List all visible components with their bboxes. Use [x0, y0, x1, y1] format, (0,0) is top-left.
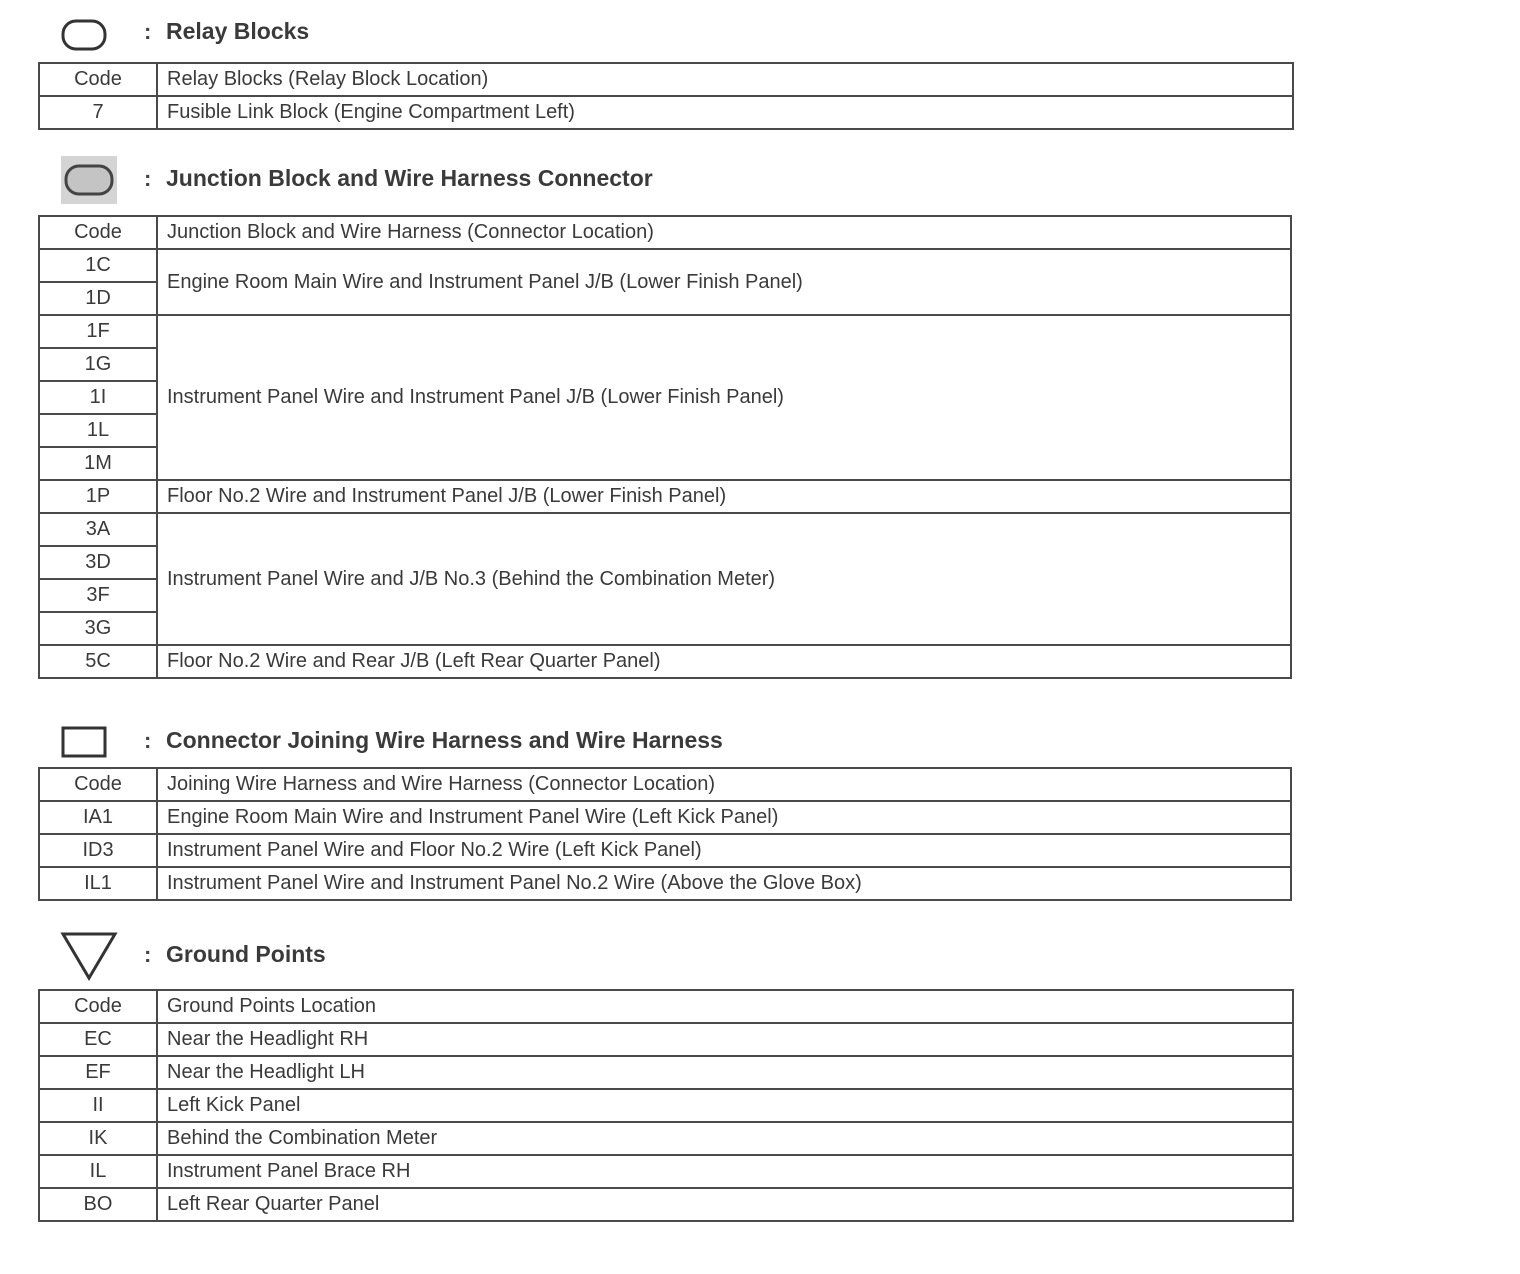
location-header: Ground Points Location: [157, 990, 1293, 1023]
rounded-rectangle-icon: [60, 16, 110, 56]
code-header: Code: [39, 768, 157, 801]
location-cell: Instrument Panel Wire and Floor No.2 Wire (Left Kick Panel): [157, 834, 1291, 867]
code-header: Code: [39, 63, 157, 96]
junction-block-table: [38, 215, 1292, 679]
table-row: [39, 1188, 1293, 1221]
code-cell: 1L: [39, 414, 157, 447]
colon: :: [144, 942, 152, 967]
code-cell: 1D: [39, 282, 157, 315]
colon: :: [144, 166, 152, 191]
table-row: [39, 1155, 1293, 1188]
code-cell: 1G: [39, 348, 157, 381]
code-cell: 1C: [39, 249, 157, 282]
table-header-row: [39, 768, 1291, 801]
location-cell: Left Rear Quarter Panel: [157, 1188, 1293, 1221]
table-row: [39, 96, 1293, 129]
table-row: [39, 867, 1291, 900]
shaded-rounded-rectangle-icon: [60, 155, 118, 205]
code-cell: 1F: [39, 315, 157, 348]
table-row: [39, 1056, 1293, 1089]
code-cell: 1M: [39, 447, 157, 480]
location-cell: Instrument Panel Wire and Instrument Panel No.2 Wire (Above the Glove Box): [157, 867, 1291, 900]
code-header: Code: [39, 216, 157, 249]
location-cell: Left Kick Panel: [157, 1089, 1293, 1122]
rectangle-icon: [60, 720, 110, 764]
location-cell: Instrument Panel Wire and Instrument Panel J/B (Lower Finish Panel): [157, 315, 1291, 480]
location-header: Relay Blocks (Relay Block Location): [157, 63, 1293, 96]
location-cell: Engine Room Main Wire and Instrument Panel J/B (Lower Finish Panel): [157, 249, 1291, 315]
code-cell: 5C: [39, 645, 157, 678]
table-row: [39, 1122, 1293, 1155]
location-cell: Near the Headlight RH: [157, 1023, 1293, 1056]
table-row: [39, 1089, 1293, 1122]
code-header: Code: [39, 990, 157, 1023]
code-cell: IL: [39, 1155, 157, 1188]
table-row: [39, 834, 1291, 867]
code-cell: 3F: [39, 579, 157, 612]
table-header-row: [39, 216, 1291, 249]
table-row: [39, 645, 1291, 678]
relay-blocks-title: Relay Blocks: [166, 18, 310, 44]
code-cell: ID3: [39, 834, 157, 867]
code-cell: IK: [39, 1122, 157, 1155]
code-cell: BO: [39, 1188, 157, 1221]
location-cell: Floor No.2 Wire and Instrument Panel J/B (Lower Finish Panel): [157, 480, 1291, 513]
table-row: [39, 249, 1291, 282]
table-header-row: [39, 990, 1293, 1023]
location-header: Junction Block and Wire Harness (Connector Location): [157, 216, 1291, 249]
code-cell: EF: [39, 1056, 157, 1089]
code-cell: EC: [39, 1023, 157, 1056]
code-cell: IL1: [39, 867, 157, 900]
table-row: [39, 513, 1291, 546]
code-cell: 7: [39, 96, 157, 129]
location-cell: Instrument Panel Brace RH: [157, 1155, 1293, 1188]
connector-joining-title: Connector Joining Wire Harness and Wire Harness: [166, 727, 723, 753]
code-cell: 1P: [39, 480, 157, 513]
table-row: [39, 315, 1291, 348]
code-cell: II: [39, 1089, 157, 1122]
ground-points-table: [38, 989, 1294, 1222]
connector-joining-table: [38, 767, 1292, 901]
location-cell: Fusible Link Block (Engine Compartment Left): [157, 96, 1293, 129]
relay-blocks-table: [38, 62, 1294, 130]
location-cell: Near the Headlight LH: [157, 1056, 1293, 1089]
downward-triangle-icon: [60, 928, 120, 982]
location-cell: Behind the Combination Meter: [157, 1122, 1293, 1155]
code-cell: 1I: [39, 381, 157, 414]
location-cell: Engine Room Main Wire and Instrument Panel Wire (Left Kick Panel): [157, 801, 1291, 834]
ground-points-title: Ground Points: [166, 941, 326, 967]
code-cell: 3A: [39, 513, 157, 546]
code-cell: 3G: [39, 612, 157, 645]
table-header-row: [39, 63, 1293, 96]
junction-block-title: Junction Block and Wire Harness Connector: [166, 165, 653, 191]
location-header: Joining Wire Harness and Wire Harness (Connector Location): [157, 768, 1291, 801]
table-row: [39, 801, 1291, 834]
location-cell: Instrument Panel Wire and J/B No.3 (Behind the Combination Meter): [157, 513, 1291, 645]
location-cell: Floor No.2 Wire and Rear J/B (Left Rear Quarter Panel): [157, 645, 1291, 678]
code-cell: 3D: [39, 546, 157, 579]
colon: :: [144, 19, 152, 44]
colon: :: [144, 728, 152, 753]
table-row: [39, 480, 1291, 513]
code-cell: IA1: [39, 801, 157, 834]
table-row: [39, 1023, 1293, 1056]
